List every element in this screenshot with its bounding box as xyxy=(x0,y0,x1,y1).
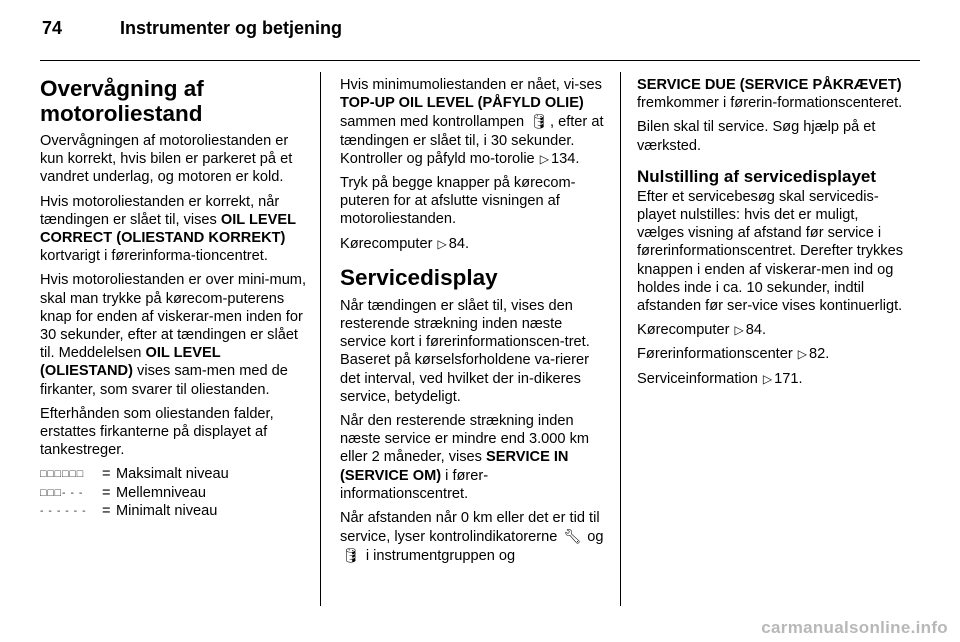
section-heading-oil-level: Overvågning af motoroliestand xyxy=(40,76,204,126)
header-title: Instrumenter og betjening xyxy=(120,18,343,38)
level-label: Maksimalt niveau xyxy=(116,466,229,483)
page-ref-link[interactable]: 82. xyxy=(809,346,830,363)
level-symbol: □□□- - - xyxy=(40,486,84,499)
paragraph: Kørecomputer ▷ 84. xyxy=(637,322,767,339)
section-heading-reset-service: Nulstilling af servicedisplayet xyxy=(637,166,877,186)
section-heading-servicedisplay: Servicedisplay xyxy=(340,264,498,290)
oil-can-icon: 🛢︎ xyxy=(530,113,548,130)
paragraph: Førerinformationscenter ▷ 82. xyxy=(637,346,830,363)
level-label: Minimalt niveau xyxy=(116,502,218,519)
oil-level-legend xyxy=(40,465,306,520)
triangle-right-icon: ▷ xyxy=(734,323,744,338)
level-symbol: - - - - - - xyxy=(40,504,87,517)
page-header xyxy=(42,18,342,48)
paragraph: Efterhånden som oliestanden falder, erstattes firkanterne på displayet af tankestreger. xyxy=(40,405,274,459)
column-2 xyxy=(340,76,608,572)
page-ref-link[interactable]: 84. xyxy=(448,235,470,252)
paragraph: Tryk på begge knapper på kørecom-puteren for at afslutte visningen af motoroliestanden. xyxy=(340,175,576,228)
legend-row: □□□□□□ = Maksimalt niveau xyxy=(40,466,229,483)
column-divider-2 xyxy=(620,72,621,606)
paragraph: Bilen skal til service. Søg hjælp på et værksted. xyxy=(637,119,876,154)
level-symbol: □□□□□□ xyxy=(40,468,85,481)
page-number: 74 xyxy=(42,18,63,38)
level-label: Mellemniveau xyxy=(116,484,207,501)
triangle-right-icon: ▷ xyxy=(437,236,447,251)
watermark: carmanualsonline.info xyxy=(761,618,948,637)
column-divider-1 xyxy=(320,72,321,606)
paragraph: Når tændingen er slået til, vises den resterende strækning inden næste service kort i førerinformationscen-tret. Baseret på kørselsforholdene va-rierer det interval, ved hvilket der in-dikeres service, betydeligt. xyxy=(340,297,590,405)
paragraph: Overvågningen af motoroliestanden er kun korrekt, hvis bilen er parkeret på et vandret underlag, og motoren er kold. xyxy=(40,133,293,186)
paragraph: Hvis motoroliestanden er korrekt, når tændingen er slået til, vises OIL LEVEL CORRECT (OLIESTAND KORREKT) kortvarigt i førerinforma-tioncentret. xyxy=(40,193,296,265)
column-3 xyxy=(637,76,907,394)
paragraph: Hvis minimumoliestanden er nået, vi-ses TOP-UP OIL LEVEL (PÅFYLD OLIE) sammen med kontrollampen 🛢︎ , efter at tændingen er slået til, i 30 sekunder. Kontroller og påfyld mo-torolie ▷ 134. xyxy=(340,77,604,167)
header-rule xyxy=(40,60,920,61)
column-1 xyxy=(40,76,306,520)
paragraph: Når den resterende strækning inden næste service er mindre end 3.000 km eller 2 måneder, vises SERVICE IN (SERVICE OM) i fører-informationscentret. xyxy=(340,413,590,502)
paragraph: SERVICE DUE (SERVICE PÅKRÆVET) fremkommer i førerin-formationscenteret. xyxy=(637,77,903,112)
triangle-right-icon: ▷ xyxy=(797,347,808,362)
oil-can-icon: 🛢︎ xyxy=(342,547,360,564)
legend-row: - - - - - - = Minimalt niveau xyxy=(40,502,218,519)
legend-row: □□□- - - = Mellemniveau xyxy=(40,484,207,501)
triangle-right-icon: ▷ xyxy=(762,371,773,386)
paragraph: Når afstanden når 0 km eller det er tid til service, lyser kontrolindikatorerne 🔧︎ og 🛢︎ i instrumentgruppen og xyxy=(340,510,604,565)
paragraph: Kørecomputer ▷ 84. xyxy=(340,235,470,252)
paragraph: Efter et servicebesøg skal servicedis-playet nulstilles: hvis det er muligt, vælges visning af afstand før service i førerinformationscentret. Derefter trykkes knappen i enden af viskerar-men ind og holdes inde i ca. 10 sekunder, indtil afstanden før ser-vice vises kontinuerligt. xyxy=(637,188,904,315)
service-wrench-icon: 🔧︎ xyxy=(563,528,582,545)
paragraph: Serviceinformation ▷ 171. xyxy=(637,370,803,387)
page-ref-link[interactable]: 134. xyxy=(550,150,580,167)
page-ref-link[interactable]: 84. xyxy=(745,322,767,339)
page-ref-link[interactable]: 171. xyxy=(774,370,803,387)
paragraph: Hvis motoroliestanden er over mini-mum, skal man trykke på kørecom-puterens knap for enden af viskerar-men inden for 30 sekunder, efter at tændingen er slået til. Meddelelsen OIL LEVEL (OLIESTAND) vises sam-men med de firkanter, som svarer til oliestanden. xyxy=(40,272,307,398)
triangle-right-icon: ▷ xyxy=(539,151,549,166)
